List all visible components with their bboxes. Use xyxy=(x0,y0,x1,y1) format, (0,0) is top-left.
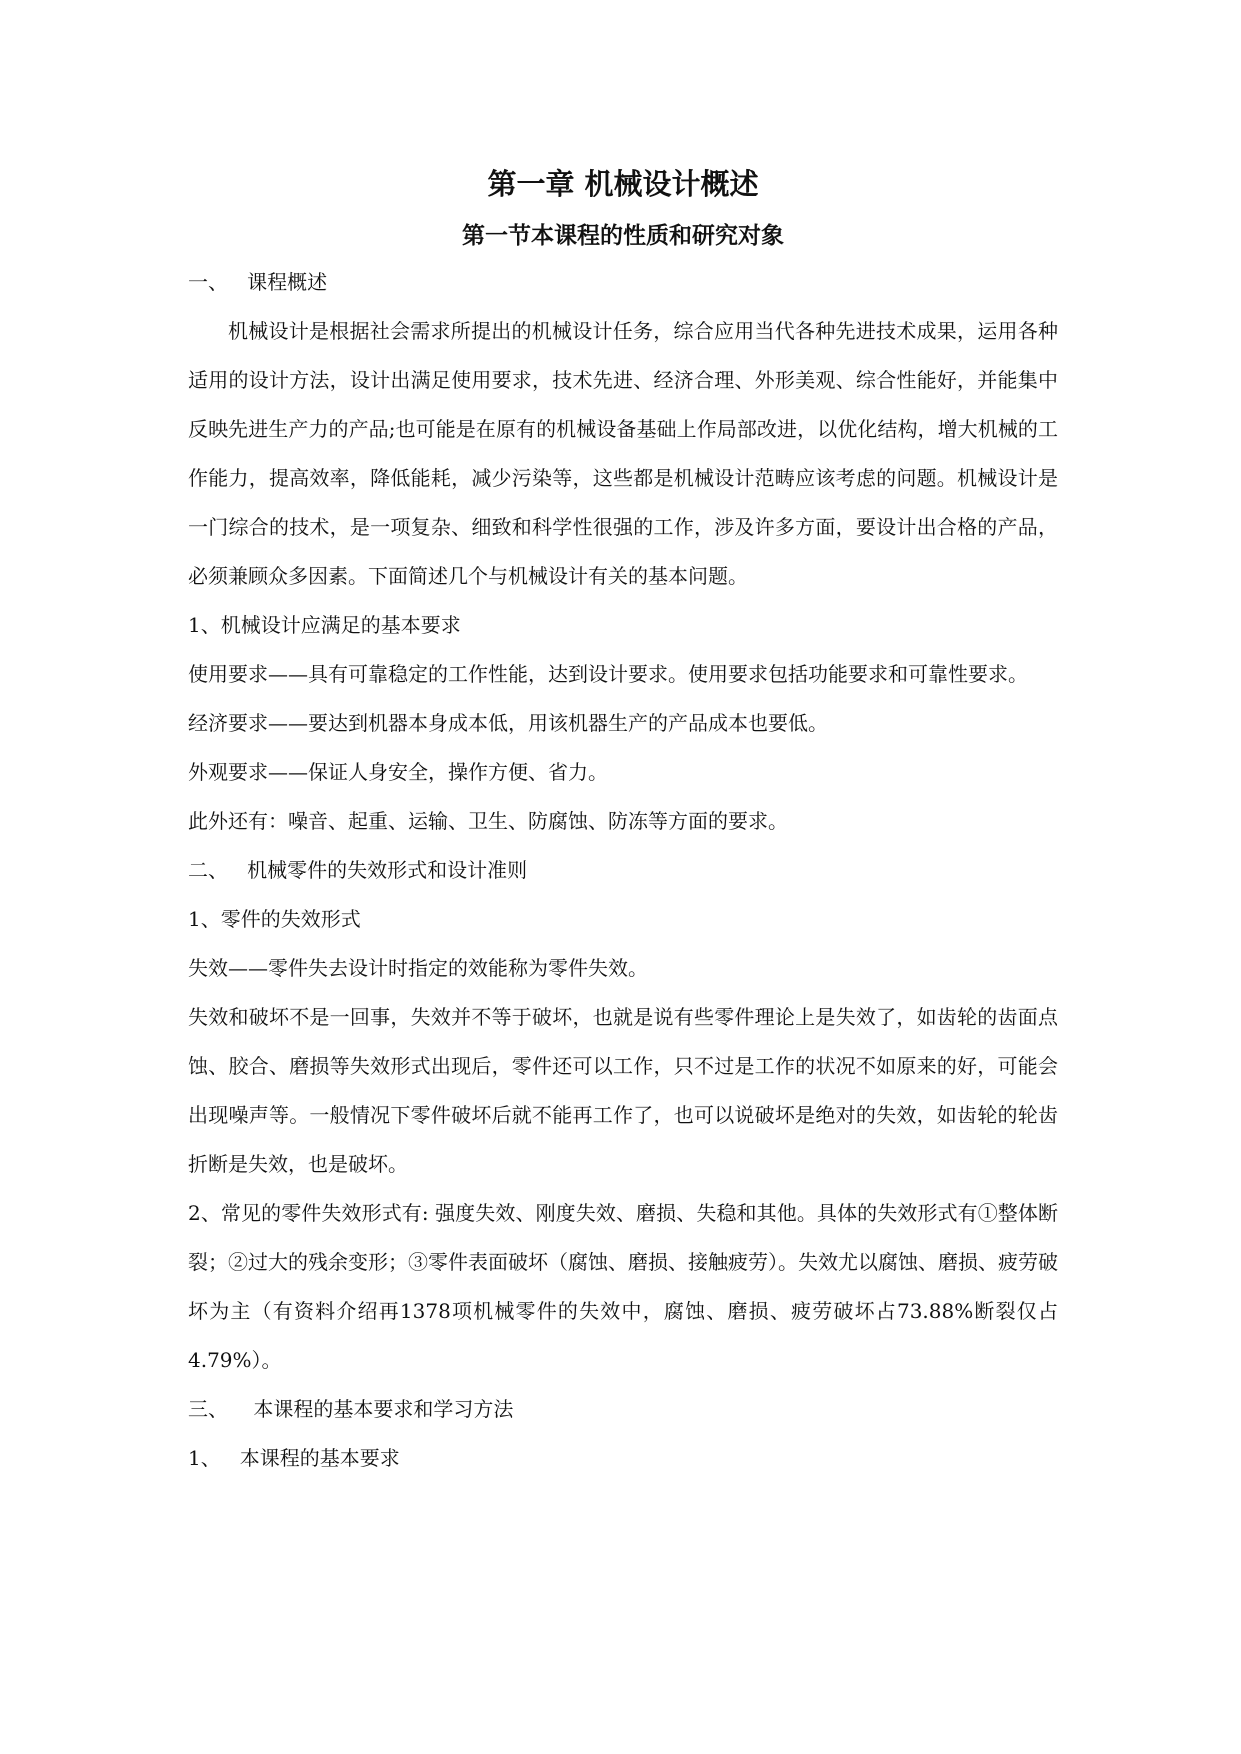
failure-detail-paragraph: 失效和破坏不是一回事，失效并不等于破坏，也就是说有些零件理论上是失效了，如齿轮的齿面点蚀、胶合、磨损等失效形式出现后，零件还可以工作，只不过是工作的状况不如原来的好，可能会出现噪声等。一般情况下零件破坏后就不能再工作了，也可以说破坏是绝对的失效，如齿轮的轮齿折断是失效，也是破坏。 xyxy=(188,1005,1058,1176)
subheading-failure-forms: 1、零件的失效形式 xyxy=(188,907,361,931)
chapter-title: 第一章 机械设计概述 xyxy=(487,167,759,201)
section-title: 第一节本课程的性质和研究对象 xyxy=(462,222,784,249)
use-requirement: 使用要求——具有可靠稳定的工作性能，达到设计要求。使用要求包括功能要求和可靠性要求。 xyxy=(188,662,1028,686)
subheading-course-requirements: 1、 本课程的基本要求 xyxy=(188,1446,400,1470)
subheading-basic-requirements: 1、机械设计应满足的基本要求 xyxy=(188,613,461,637)
common-failures-paragraph: 2、常见的零件失效形式有: 强度失效、刚度失效、磨损、失稳和其他。具体的失效形式有①整体断裂；②过大的残余变形；③零件表面破坏（腐蚀、磨损、接触疲劳）。失效尤以腐蚀、磨损、疲劳破坏为主（有资料介绍再1378项机械零件的失效中，腐蚀、磨损、疲劳破坏占73.88%断裂仅占4.79%）。 xyxy=(188,1201,1058,1372)
intro-paragraph: 机械设计是根据社会需求所提出的机械设计任务，综合应用当代各种先进技术成果，运用各种适用的设计方法，设计出满足使用要求，技术先进、经济合理、外形美观、综合性能好，并能集中反映先进生产力的产品;也可能是在原有的机械设备基础上作局部改进，以优化结构，增大机械的工作能力，提高效率，降低能耗，减少污染等，这些都是机械设计范畴应该考虑的问题。机械设计是一门综合的技术，是一项复杂、细致和科学性很强的工作，涉及许多方面，要设计出合格的产品，必须兼顾众多因素。下面简述几个与机械设计有关的基本问题。 xyxy=(188,319,1058,588)
economic-requirement: 经济要求——要达到机器本身成本低，用该机器生产的产品成本也要低。 xyxy=(188,711,828,735)
other-requirements: 此外还有：噪音、起重、运输、卫生、防腐蚀、防冻等方面的要求。 xyxy=(188,809,788,833)
heading-course-overview: 一、 课程概述 xyxy=(188,270,328,294)
failure-definition: 失效——零件失去设计时指定的效能称为零件失效。 xyxy=(188,956,648,980)
heading-course-requirements: 三、 本课程的基本要求和学习方法 xyxy=(188,1397,514,1421)
appearance-requirement: 外观要求——保证人身安全，操作方便、省力。 xyxy=(188,760,608,784)
document-body xyxy=(188,160,1058,1483)
heading-failure-forms: 二、 机械零件的失效形式和设计准则 xyxy=(188,858,528,882)
